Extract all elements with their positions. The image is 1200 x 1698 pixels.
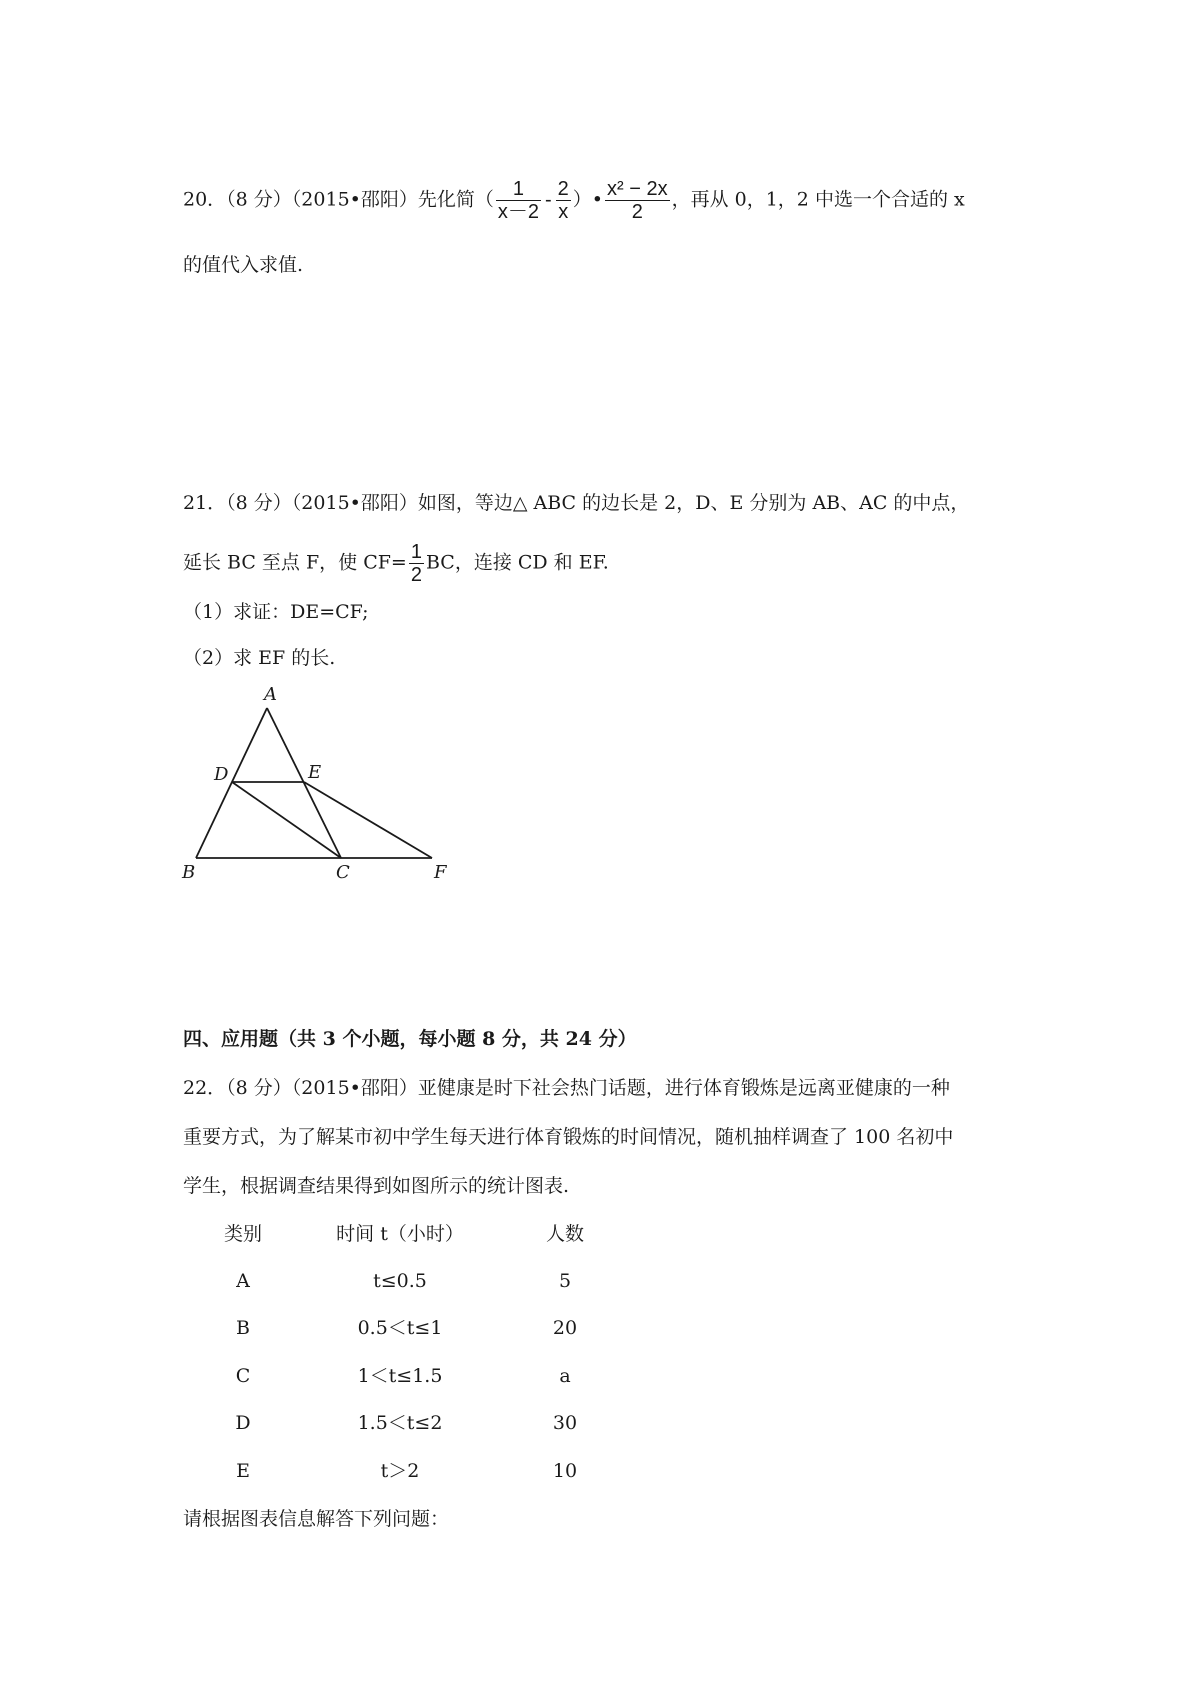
q20-line1 bbox=[183, 178, 965, 223]
table-cell: 1.5＜t≤2 bbox=[357, 1412, 443, 1434]
table-cell: D bbox=[235, 1412, 251, 1434]
q20-prefix: 20．（8 分）（2015•邵阳）先化简（ bbox=[183, 188, 494, 211]
q21-fraction: $\frac{1}{2}$ bbox=[410, 541, 422, 586]
table-header-category: 类别 bbox=[223, 1223, 263, 1245]
label-b: B bbox=[182, 862, 196, 880]
table-cell: 30 bbox=[552, 1412, 578, 1434]
q21-line1: 21．（8 分）（2015•邵阳）如图，等边△ ABC 的边长是 2，D、E 分别为 AB、AC 的中点， bbox=[183, 492, 970, 514]
q21-line2-post: BC，连接 CD 和 EF. bbox=[425, 551, 609, 574]
table-cell: B bbox=[236, 1317, 250, 1339]
triangle-figure bbox=[180, 680, 460, 880]
table-cell: 10 bbox=[552, 1460, 578, 1482]
label-d: D bbox=[214, 764, 229, 785]
q22-line2: 重要方式，为了解某市初中学生每天进行体育锻炼的时间情况，随机抽样调查了 100 名初中 bbox=[183, 1126, 954, 1148]
q22-line3: 学生，根据调查结果得到如图所示的统计图表. bbox=[183, 1175, 570, 1197]
table-cell: 1＜t≤1.5 bbox=[357, 1365, 443, 1387]
table-cell: E bbox=[236, 1460, 250, 1482]
label-c: C bbox=[336, 862, 350, 880]
table-cell: 20 bbox=[552, 1317, 578, 1339]
q21-sub2: （2）求 EF 的长. bbox=[183, 647, 336, 669]
q20-fraction-2: $\frac{2}{x}$ bbox=[557, 178, 569, 223]
q20-minus: - bbox=[545, 188, 552, 211]
label-a: A bbox=[264, 684, 277, 705]
q21-sub1: （1）求证：DE=CF; bbox=[183, 601, 369, 623]
table-cell: C bbox=[235, 1365, 251, 1387]
table-cell: A bbox=[236, 1270, 250, 1292]
label-e: E bbox=[308, 762, 322, 783]
table-cell: t≤0.5 bbox=[373, 1270, 427, 1292]
segment-ab bbox=[196, 708, 267, 858]
q22-line1: 22．（8 分）（2015•邵阳）亚健康是时下社会热门话题，进行体育锻炼是远离亚健康的一种 bbox=[183, 1077, 950, 1099]
table-header-count: 人数 bbox=[545, 1223, 585, 1245]
table-header-time: 时间 t（小时） bbox=[336, 1223, 464, 1245]
table-cell: 5 bbox=[558, 1270, 572, 1292]
table-cell: 0.5＜t≤1 bbox=[357, 1317, 443, 1339]
q21-line2 bbox=[183, 541, 609, 586]
q20-close-dot: ）• bbox=[572, 188, 604, 211]
table-cell: a bbox=[559, 1365, 571, 1387]
q20-line2: 的值代入求值. bbox=[183, 254, 304, 276]
q20-fraction-3: $\frac{\text{x² − 2x}}{2}$ bbox=[607, 178, 668, 223]
q20-suffix: ，再从 0，1，2 中选一个合适的 x bbox=[671, 188, 965, 211]
q20-fraction-1: $\frac{1}{x-2}$ bbox=[497, 178, 539, 223]
table-cell: t＞2 bbox=[380, 1460, 420, 1482]
q22-footer: 请根据图表信息解答下列问题： bbox=[183, 1508, 450, 1530]
section-title: 四、应用题（共 3 个小题，每小题 8 分，共 24 分） bbox=[183, 1028, 637, 1050]
label-f: F bbox=[434, 862, 447, 880]
q21-line2-pre: 延长 BC 至点 F，使 CF= bbox=[183, 551, 407, 574]
